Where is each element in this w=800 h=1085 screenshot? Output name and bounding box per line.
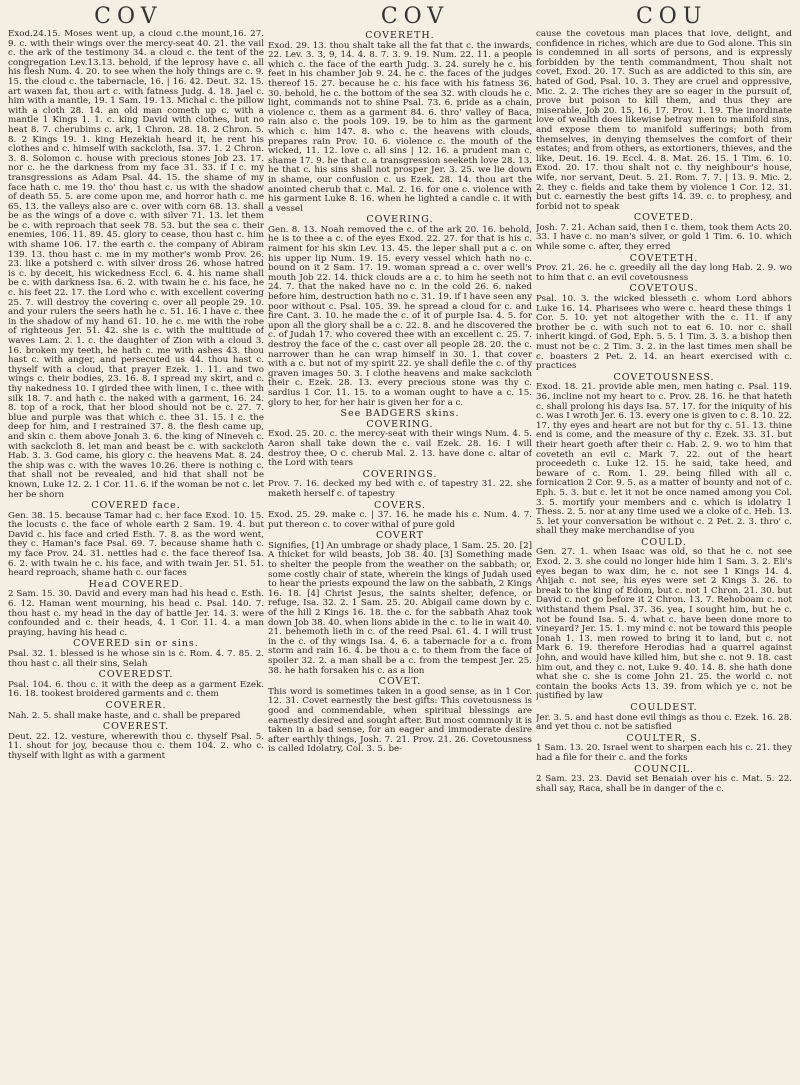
headword: COVEREDST. (98, 669, 174, 681)
headword: COULD. (641, 536, 687, 548)
headword: COVERS. (373, 499, 427, 511)
entry-text: Exod. 25. 20. c. the mercy-seat with their wings Num. 4. 5. Aaron shall take down the c. vail Ezek. 28. 16. I will destroy thee, O c. cherub Mal. 2. 13. have done c. altar of the Lord with tears (268, 429, 532, 469)
entry-text: Gen. 27. 1. when Isaac was old, so that he c. not see Exod. 2. 3. she could no longer hide him 1 Sam. 3. 2. Eli's eyes began to wax dim, he c. not see 1 Kings 14. 4. Ahijah c. not see, his eyes were set 2 Kings 3. 26. to break to the king of Edom, but c. not 1 Chron. 21. 30. but David c. not go before it 2 Chron. 13. 7. Rehoboam c. not withstand them Psal. 37. 36. yea, I sought him, but he c. not be found Isa. 5. 4. what c. have been done more to vineyard? Jer. 15. 1. my mind c. not be toward this people Jonah 1. 13. men rowed to bring it to land, but c. not Mark 6. 19. therefore Herodias had a quarrel against John, and would have killed him, but she c. not 9. 18. cast him out, and they c. not, Luke 9. 40. 14. 8. she hath done what she c. she is come John 21. 25. the world c. not contain the books Acts 13. 39. from which ye c. not be justified by law (536, 547, 792, 702)
headword: COVERED face. (91, 500, 181, 512)
column-right (536, 30, 792, 1080)
entry-text: 2 Sam. 15. 30. David and every man had his head c. Esth. 6. 12. Haman went mourning, his head c. Psal. 140. 7. thou hast c. my head in the day of battle Jer. 14. 3. were confounded and c. their heads, 4. 1 Cor. 11. 4. a man praying, having his head c. (8, 589, 264, 638)
headword: COVEREST. (102, 721, 170, 733)
headword: COVERING. (366, 214, 434, 226)
headword: COVERINGS. (362, 468, 438, 480)
entry-text: Psal. 32. 1. blessed is he whose sin is c. Rom. 4. 7. 85. 2. thou hast c. all their sins, Selah (8, 649, 264, 669)
running-head (0, 4, 800, 28)
entry-text: Exod.24.15. Moses went up, a cloud c.the mount,16. 27. 9. c. with their wings over the mercy-seat 40. 21. the vail c. the ark of the testimony 34. a cloud c. the tent of the congregation Lev.13.13. behold, if the leprosy have c. all his flesh Num. 4. 20. to see when the holy things are c. 9. 15. the cloud c. the tabernacle, 16. | 16. 42. Deut. 32. 15. art waxen fat, thou art c. with fatness Judg. 4. 18. Jael c. him with a mantle, 19. 1 Sam. 19. 13. Michal c. the pillow with a cloth 28. 14. an old man cometh up c. with a mantle 1 Kings 1. 1. c. king David with clothes, but no heat 8. 7. cherubims c. ark, 1 Chron. 28. 18. 2 Chron. 5. 8. 2 Kings 19. 1. king Hezekiah heard it, he rent his clothes and c. himself with sackcloth, Isa. 37. 1. 2 Chron. 3. 8. Solomon c. house with precious stones Job 23. 17. nor c. he the darkness from my face 31. 33. if I c. my transgressions as Adam Psal. 44. 15. the shame of my face hath c. me 19. tho' thou hast c. us with the shadow of death 55. 5. are come upon me, and horror hath c. me 65. 13. the valleys also are c. over with corn 68. 13. shall be as the wings of a dove c. with silver 71. 13. let them be c. with reproach that seek 78. 53. but the sea c. their enemies, 106. 11. 89. 45. glory to cease, thou hast c. him with shame 106. 17. the earth c. the company of Abiram 139. 13. thou hast c. me in my mother's womb Prov. 26. 23. like a potsherd c. with silver dross 26. whose hatred is c. by deceit, his wickedness Eccl. 6. 4. his name shall be c. with darkness Isa. 6. 2. with twain he c. his face, he c. his feet 22. 17. the Lord who c. with excellent covering 25. 7. will destroy the covering c. over all people 29. 10. and your rulers the seers hath he c. 51. 16. I have c. thee in the shadow of my hand 61. 10. he c. me with the robe of righteous Jer. 51. 42. she is c. with the multitude of waves Lam. 2. 1. c. the daughter of Zion with a cloud 3. 16. broken my teeth, he hath c. me with ashes 43. thou hast c. with anger, and persecuted us 44. thou hast c. thyself with a cloud, that prayer Ezek. 1. 11. and two wings c. their bodies, 23. 16. 8. I spread my skirt, and c. thy nakedness 10. I girded thee with linen, I c. thee with silk 18. 7. and hath c. the naked with a garment, 16. 24. 8. top of a rock, that her blood should not be c. 27. 7. blue and purple was that which c. thee 31. 15. I c. the deep for him, and I restrained 37. 8. the flesh came up, and skin c. them above Jonah 3. 6. the king of Nineveh c. with sackcloth 8. let man and beast be c. with sackcloth Hab. 3. 3. God came, his glory c. the heavens Mat. 8. 24. the ship was c. with the waves 10.26. there is nothing c. that shall not be revealed, and hid that shall not be known, Luke 12. 2. 1 Cor. 11. 6. if the woman be not c. let her be shorn (8, 30, 264, 500)
headword: COVETETH. (629, 252, 699, 264)
headword: COVERING. (366, 418, 434, 430)
entry-text: Prov. 21. 26. he c. greedily all the day long Hab. 2. 9. wo to him that c. an evil covetousness (536, 263, 792, 283)
headword: COVERT (375, 530, 424, 542)
entry-text: Jer. 3. 5. and hast done evil things as thou c. Ezek. 16. 28. and yet thou c. not be satisfied (536, 712, 792, 733)
entry-text: cause the covetous man places that love, delight, and confidence in riches, which are due to God alone. This sin is condemned in all sorts of persons, and is expressly forbidden by the tenth commandment, Thou shalt not covet, Exod. 20. 17. Such as are addicted to this sin, are hated of God, Psal. 10. 3. They are cruel and oppressive, Mic. 2. 2. The riches they are so eager in the pursuit of, prove but poison to kill them, and thus they are miserable, Job 20. 15, 16, 17. Prov. 1. 19. The inordinate love of wealth does likewise betray men to manifold sins, and expose them to manifold sufferings; both from themselves, in denying themselves the comfort of their estates; and from others, as extortioners, thieves, and the like, Deut. 16. 19. Eccl. 4. 8. Mat. 26. 15. 1 Tim. 6. 10. Exod. 20. 17. thou shalt not c. thy neighbour's house, wife, nor servant, Deut. 5. 21. Rom. 7. 7. | 13. 9. Mic. 2. 2. they c. fields and take them by violence 1 Cor. 12. 31. but c. earnestly the best gifts 14. 39. c. to prophesy, and forbid not to speak (536, 30, 792, 212)
running-head-left: COV (94, 4, 163, 29)
entry-text: 2 Sam. 23. 23. David set Benaiah over his c. Mat. 5. 22. shall say, Raca, shall be in danger of the c. (536, 774, 792, 794)
entry-text: Deut. 22. 12. vesture, wherewith thou c. thyself Psal. 5. 11. shout for joy, because thou c. them 104. 2. who c. thyself with light as with a garment (8, 731, 264, 761)
headword: COVETED. (633, 212, 695, 224)
entry-text: Gen. 38. 15. because Tamar had c. her face Exod. 10. 15. the locusts c. the face of whole earth 2 Sam. 19. 4. but David c. his face and cried Esth. 7. 8. as the word went, they c. Haman's face Psal. 69. 7. because shame hath c. my face Prov. 24. 31. nettles had c. the face thereof Isa. 6. 2. with twain he c. his face, and with twain Jer. 51. 51. heard reproach, shame hath c. our faces (8, 510, 264, 579)
entry-text: 1 Sam. 13. 20. Israel went to sharpen each his c. 21. they had a file for their c. and the forks (536, 743, 792, 763)
headword: COVERER. (105, 699, 167, 711)
entry-text: Signifies, [1] An umbrage or shady place, 1 Sam. 25. 20. [2] A thicket for wild beasts, Job 38. 40. [3] Something made to shelter the people from the weather on the sabbath; or, some costly chair of state, wherein the kings of Judah used to hear the priests expound the law on the sabbath, 2 Kings 16. 18. [4] Christ Jesus, the saints shelter, defence, or refuge, Isa. 32. 2. 1 Sam. 25. 20. Abigail came down by c. of the hill 2 Kings 16. 18. the c. for the sabbath Ahaz took down Job 38. 40. when lions abide in the c. to lie in wait 40. 21. behemoth lieth in c. of the reed Psal. 61. 4. I will trust in the c. of thy wings Isa. 4. 6. a tabernacle for a c. from storm and rain 16. 4. be thou a c. to them from the face of spoiler 32. 2. a man shall be a c. from the tempest Jer. 25. 38. he hath forsaken his c. as a lion (268, 540, 532, 676)
entry-text: Exod. 29. 13. thou shalt take all the fat that c. the inwards, 22. Lev. 3. 3, 9, 14. 4. 8. 7. 3. 9. 19. Num. 22. 11. a people which c. the face of the earth Judg. 3. 24. surely he c. his feet in his chamber Job 9. 24. he c. the faces of the judges thereof 15. 27. because he c. his face with his fatness 36. 30. behold, he c. the bottom of the sea 32. with clouds he c. light, commands not to shine Psal. 73. 6. pride as a chain, violence c. them as a garment 84. 6. thro' valley of Baca, rain also c. the pools 109. 19. be to him as the garment which c. him 147. 8. who c. the heavens with clouds, prepares rain Prov. 10. 6. violence c. the mouth of the wicked, 11. 12. love c. all sins | 12. 16. a prudent man c. shame 17. 9. he that c. a transgression seeketh love 28. 13. he that c. his sins shall not prosper Jer. 3. 25. we lie down in shame, our confusion c. us Ezek. 28. 14. thou art the anointed cherub that c. Mal. 2. 16. for one c. violence with his garment Luke 8. 16. when he lighted a candle c. it with a vessel (268, 40, 532, 214)
headword: COULTER, S. (626, 732, 702, 744)
headword: COVETOUSNESS. (613, 371, 715, 383)
headword: COUNCIL. (634, 763, 694, 775)
headword: COVERED sin or sins. (73, 638, 199, 650)
headword: Head COVERED. (88, 578, 184, 590)
headword: COVERETH. (365, 30, 435, 41)
entry-text: Josh. 7. 21. Achan said, then I c. them, took them Acts 20. 33. I have c. no man's silver, or gold 1 Tim. 6. 10. which while some c. after, they erred (536, 222, 792, 253)
headword: COULDEST. (630, 701, 698, 713)
entry-text: Psal. 104. 6. thou c. it with the deep as a garment Ezek. 16. 18. tookest broidered garments and c. them (8, 679, 264, 700)
running-head-center: COV (380, 4, 450, 29)
entry-text: Psal. 10. 3. the wicked blesseth c. whom Lord abhors Luke 16. 14. Pharisees who were c. heard these things 1 Cor. 5. 10. yet not altogether with the c. 11. if any brother be c. with such not to eat 6. 10. nor c. shall inherit kingd. of God, Eph. 5. 5. 1 Tim. 3. 3. a bishop then must not be c. 2 Tim. 3. 2. in the last times men shall be c. boasters 2 Pet. 2. 14. an heart exercised with c. practices (536, 294, 792, 372)
entry-text: Exod. 25. 29. make c. | 37. 16. he made his c. Num. 4. 7. put thereon c. to cover withal of pure gold (268, 510, 532, 530)
column-left (8, 30, 264, 1080)
entry-text: Gen. 8. 13. Noah removed the c. of the ark 20. 16. behold, he is to thee a c. of the eyes Exod. 22. 27. for that is his c. raiment for his skin Lev. 13. 45. the leper shall put a c. on his upper lip Num. 19. 15. every vessel which hath no c. bound on it 2 Sam. 17. 19. woman spread a c. over well's mouth Job 22. 14. thick clouds are a c. to him he seeth not 24. 7. that the naked have no c. in the cold 26. 6. naked before him, destruction hath no c. 31. 19. if I have seen any poor without c. Psal. 105. 39. he spread a cloud for c. and fire Cant. 3. 10. he made the c. of it of purple Isa. 4. 5. for upon all the glory shall be a c. 22. 8. and he discovered the c. of Judah 17. who covered thee with an excellent c. 25. 7. destroy the face of the c. cast over all people 28. 20. the c. narrower than he can wrap himself in 30. 1. that cover with a c. but not of my spirit 22. ye shall defile the c. of thy graven images 50. 3. I clothe heavens and make sackcloth their c. Ezek. 28. 13. every precious stone was thy c. sardius 1 Cor. 11. 15. to a woman ought to have a c. 15. glory to her, for her hair is given her for a c. (268, 224, 532, 408)
headword: See BADGERS skins. (340, 408, 460, 420)
text-columns (8, 30, 792, 1080)
running-head-right: COU (635, 4, 708, 29)
headword: COVETOUS. (629, 283, 699, 295)
headword: COVET. (378, 676, 422, 688)
column-middle (268, 30, 532, 1080)
entry-text: Prov. 7. 16. decked my bed with c. of tapestry 31. 22. she maketh herself c. of tapestry (268, 479, 532, 499)
entry-text: This word is sometimes taken in a good sense, as in 1 Cor. 12. 31. Covet earnestly the best gifts: This covetousness is good and commendable, when spiritual blessings are earnestly desired and sought after. But most commonly it is taken in a bad sense, for an eager and immoderate desire after earthly things, Josh. 7. 21. Prov. 21. 26. Covetousness is called Idolatry, Col. 3. 5. be- (268, 686, 532, 755)
entry-text: Nah. 2. 5. shall make haste, and c. shall be prepared (8, 710, 241, 721)
entry-text: Exod. 18. 21. provide able men, men hating c. Psal. 119. 36. incline not my heart to c. Prov. 28. 16. he that hateth c. shall prolong his days Isa. 57. 17. for the iniquity of his c. was I wroth Jer. 6. 13. every one is given to c. 8. 10. 22. 17. thy eyes and heart are not but for thy c. 51. 13. thine end is come, and the measure of thy c. Ezek. 33. 31. but their heart goeth after their c. Hab. 2. 9. wo to him that coveteth an evil c. Mark 7. 22. out of the heart proceedeth c. Luke 12. 15. he said, take heed, and beware of c. Rom. 1. 29. being filled with all c. fornication 2 Cor. 9. 5. as a matter of bounty and not of c. Eph. 5. 3. but c. let it not be once named among you Col. 3. 5. mortify your members and c. which is idolatry 1 Thess. 2. 5. nor at any time used we a cloke of c. Heb. 13. 5. let your conversation be without c. 2 Pet. 2. 3. thro' c. shall they make merchandise of you (536, 382, 792, 537)
